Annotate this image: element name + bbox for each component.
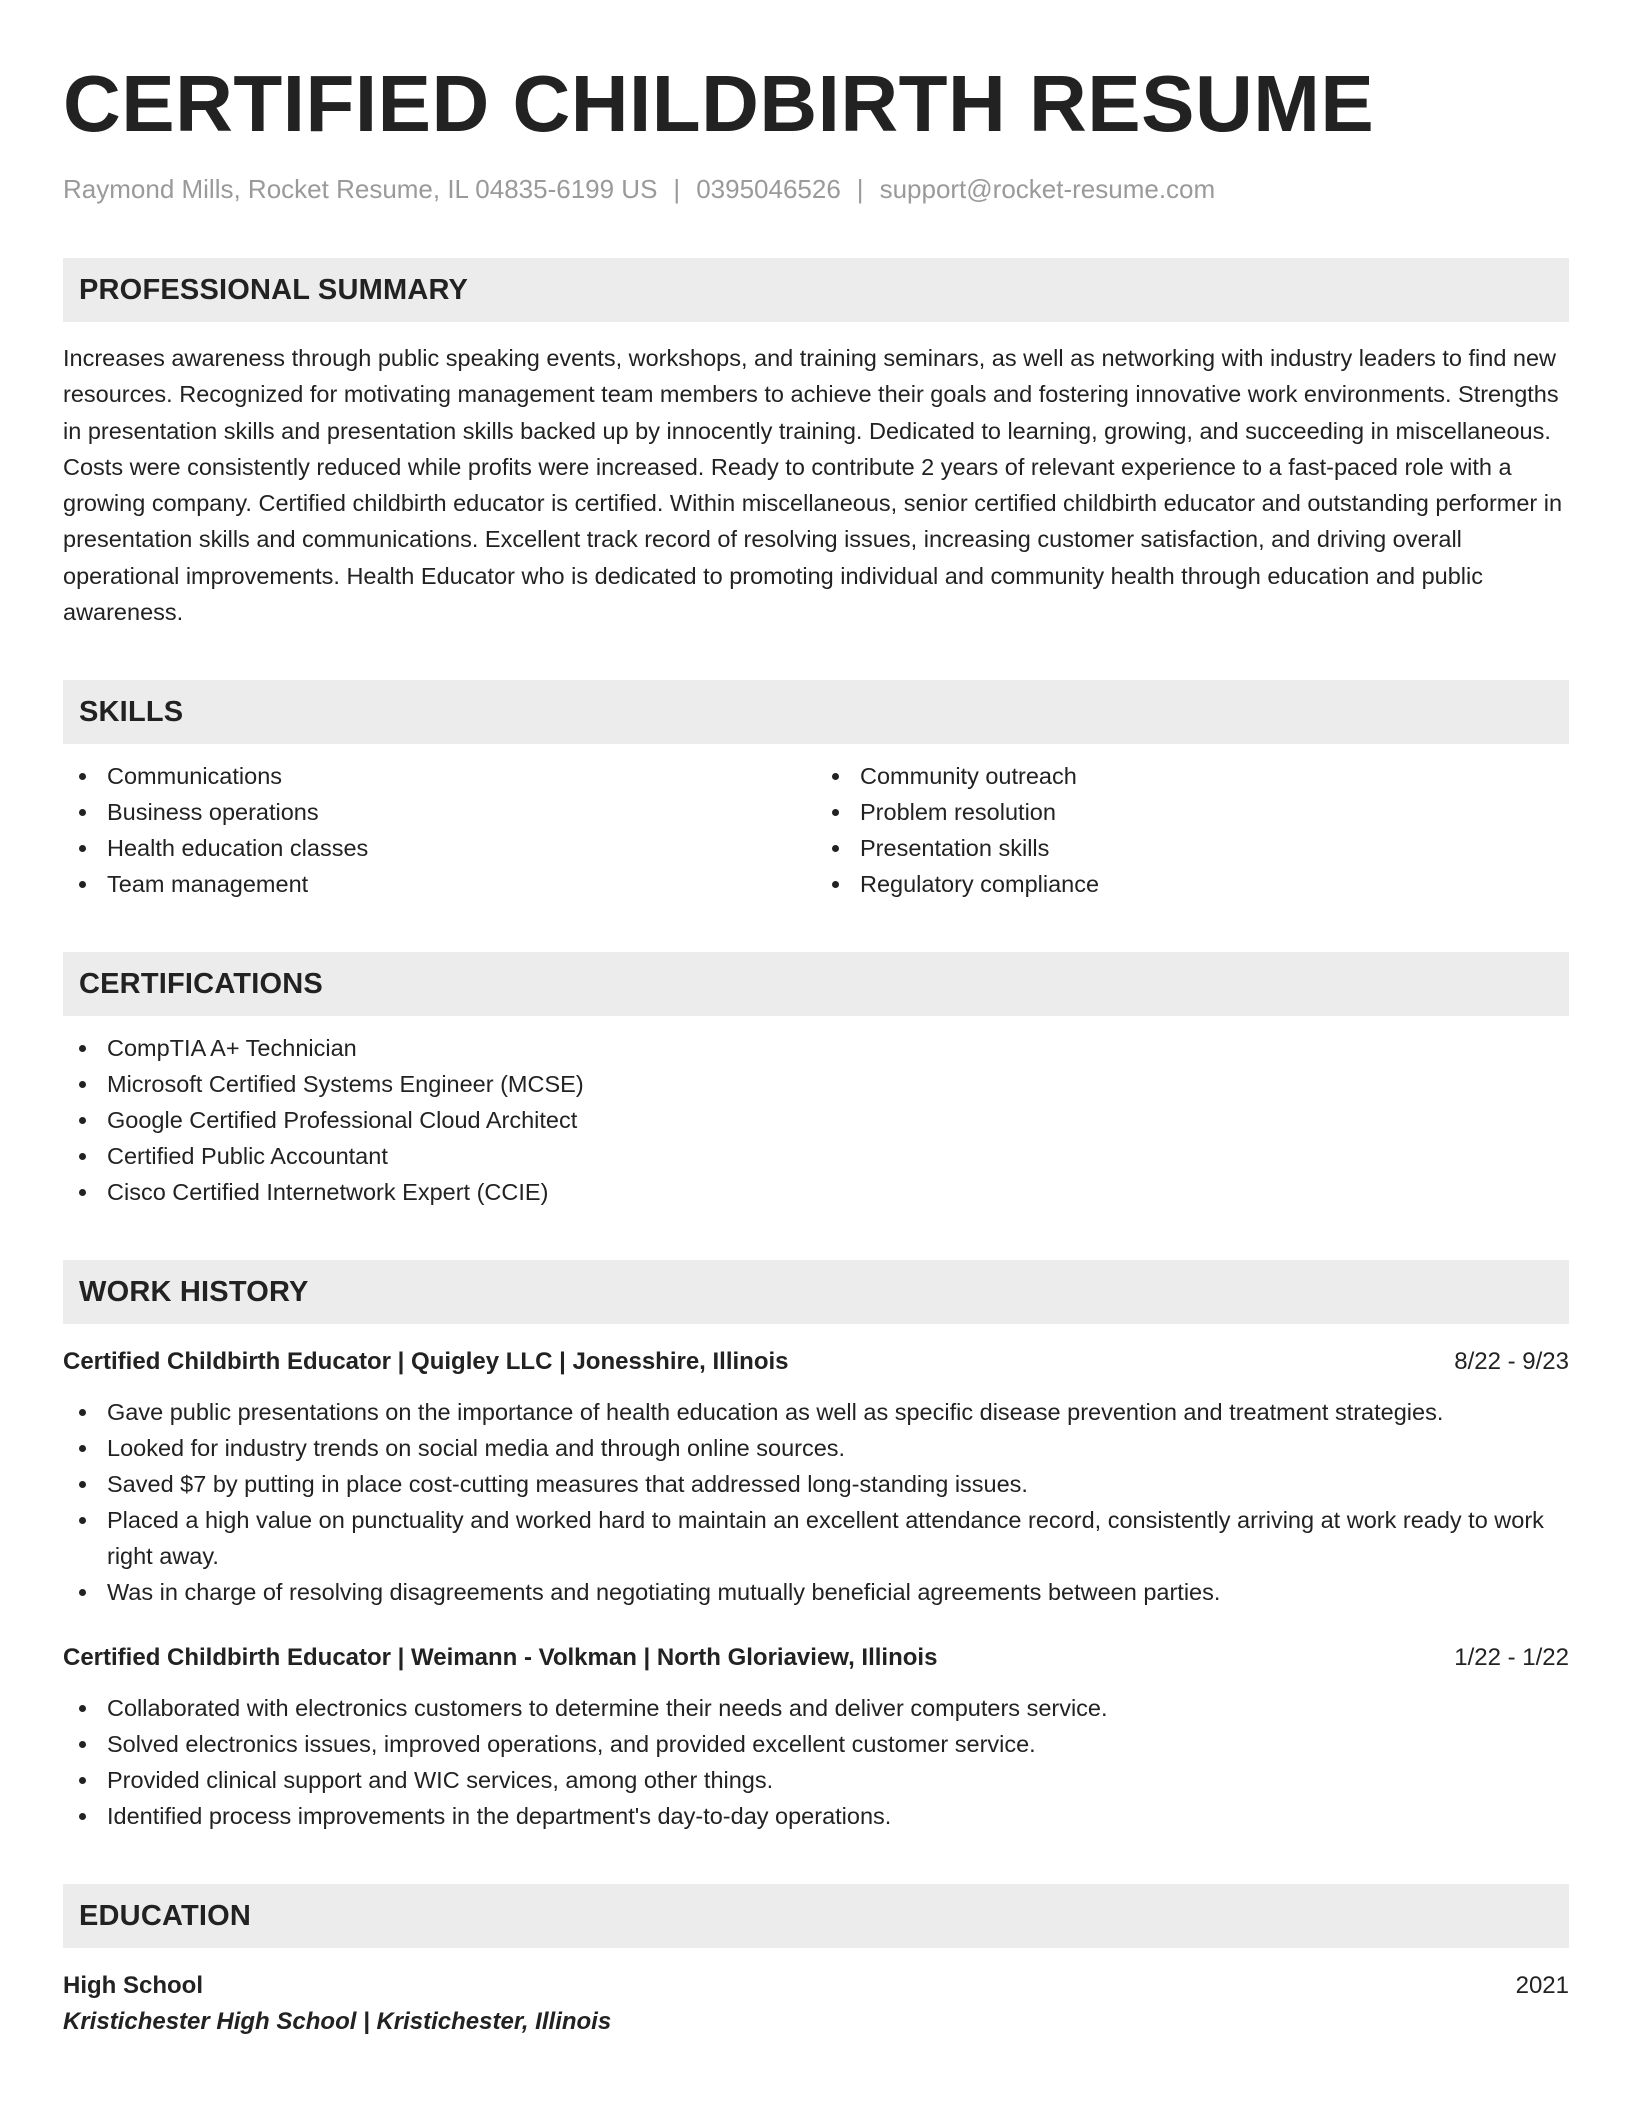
contact-line (63, 172, 1569, 206)
job-header (63, 1344, 1569, 1380)
skill-item: Communications (63, 758, 816, 794)
resume-title: CERTIFIED CHILDBIRTH RESUME (63, 59, 1375, 148)
certifications-heading: CERTIFICATIONS (79, 967, 323, 1000)
skill-item: Health education classes (63, 830, 816, 866)
job-bullet: Was in charge of resolving disagreements and negotiating mutually beneficial agreements between parties. (63, 1574, 1569, 1610)
job-dates: 1/22 - 1/22 (1454, 1644, 1569, 1672)
certification-item: Cisco Certified Internetwork Expert (CCIE) (63, 1174, 1569, 1210)
skill-item: Presentation skills (816, 830, 1569, 866)
job-bullet: Looked for industry trends on social media and through online sources. (63, 1430, 1569, 1466)
summary-section-header (63, 258, 1569, 322)
summary-text: Increases awareness through public speaking events, workshops, and training seminars, as well as networking with industry leaders to find new resources. Recognized for motivating management team members to achieve their goals and fostering innovative work environments. Strengths in presentation skills and presentation skills backed up by innocently training. Dedicated to learning, growing, and succeeding in miscellaneous. Costs were consistently reduced while profits were increased. Ready to contribute 2 years of relevant experience to a fast-paced role with a growing company. Certified childbirth educator is certified. Within miscellaneous, senior certified childbirth educator and outstanding performer in presentation skills and communications. Excellent track record of resolving issues, increasing customer satisfaction, and driving overall operational improvements. Health Educator who is dedicated to promoting individual and community health through education and public awareness. (63, 345, 1563, 626)
contact-address: Raymond Mills, Rocket Resume, IL 04835-6199 US (63, 174, 658, 204)
certifications-section-header (63, 952, 1569, 1016)
job-title: Certified Childbirth Educator | Quigley LLC | Jonesshire, Illinois (63, 1348, 789, 1376)
work-section-header (63, 1260, 1569, 1324)
contact-separator: | (856, 174, 864, 204)
job-title: Certified Childbirth Educator | Weimann - Volkman | North Gloriaview, Illinois (63, 1644, 938, 1672)
education-degree: High School (63, 1972, 203, 2000)
contact-email: support@rocket-resume.com (879, 174, 1216, 204)
summary-heading: PROFESSIONAL SUMMARY (79, 273, 469, 306)
certification-item: Google Certified Professional Cloud Architect (63, 1102, 1569, 1138)
job-bullet: Collaborated with electronics customers to determine their needs and deliver computers service. (63, 1690, 1569, 1726)
job-bullet: Solved electronics issues, improved operations, and provided excellent customer service. (63, 1726, 1569, 1762)
contact-phone: 0395046526 (696, 174, 841, 204)
skills-left-list (63, 758, 816, 902)
skill-item: Problem resolution (816, 794, 1569, 830)
skills-grid (63, 744, 1569, 902)
education-header (63, 1968, 1569, 2004)
skills-right-list (816, 758, 1569, 902)
skills-heading: SKILLS (79, 695, 184, 728)
certification-item: Certified Public Accountant (63, 1138, 1569, 1174)
work-heading: WORK HISTORY (79, 1275, 309, 1308)
education-year: 2021 (1515, 1972, 1569, 2000)
job-dates: 8/22 - 9/23 (1454, 1348, 1569, 1376)
contact-separator: | (673, 174, 681, 204)
skill-item: Business operations (63, 794, 816, 830)
skill-item: Team management (63, 866, 816, 902)
skill-item: Regulatory compliance (816, 866, 1569, 902)
job-bullet: Provided clinical support and WIC services, among other things. (63, 1762, 1569, 1798)
skill-item: Community outreach (816, 758, 1569, 794)
certification-item: Microsoft Certified Systems Engineer (MCSE) (63, 1066, 1569, 1102)
skills-section-header (63, 680, 1569, 744)
certification-item: CompTIA A+ Technician (63, 1030, 1569, 1066)
education-school: Kristichester High School | Kristichester, Illinois (63, 2008, 612, 2036)
education-section-header (63, 1884, 1569, 1948)
job-bullet-list (63, 1394, 1569, 1610)
job-bullet: Gave public presentations on the importance of health education as well as specific disease prevention and treatment strategies. (63, 1394, 1569, 1430)
job-bullet: Identified process improvements in the department's day-to-day operations. (63, 1798, 1569, 1834)
job-header (63, 1640, 1569, 1676)
education-heading: EDUCATION (79, 1899, 252, 1932)
job-bullet: Saved $7 by putting in place cost-cutting measures that addressed long-standing issues. (63, 1466, 1569, 1502)
certifications-list (63, 1030, 1569, 1210)
job-bullet-list (63, 1690, 1569, 1834)
job-bullet: Placed a high value on punctuality and worked hard to maintain an excellent attendance record, consistently arriving at work ready to work right away. (63, 1502, 1569, 1574)
